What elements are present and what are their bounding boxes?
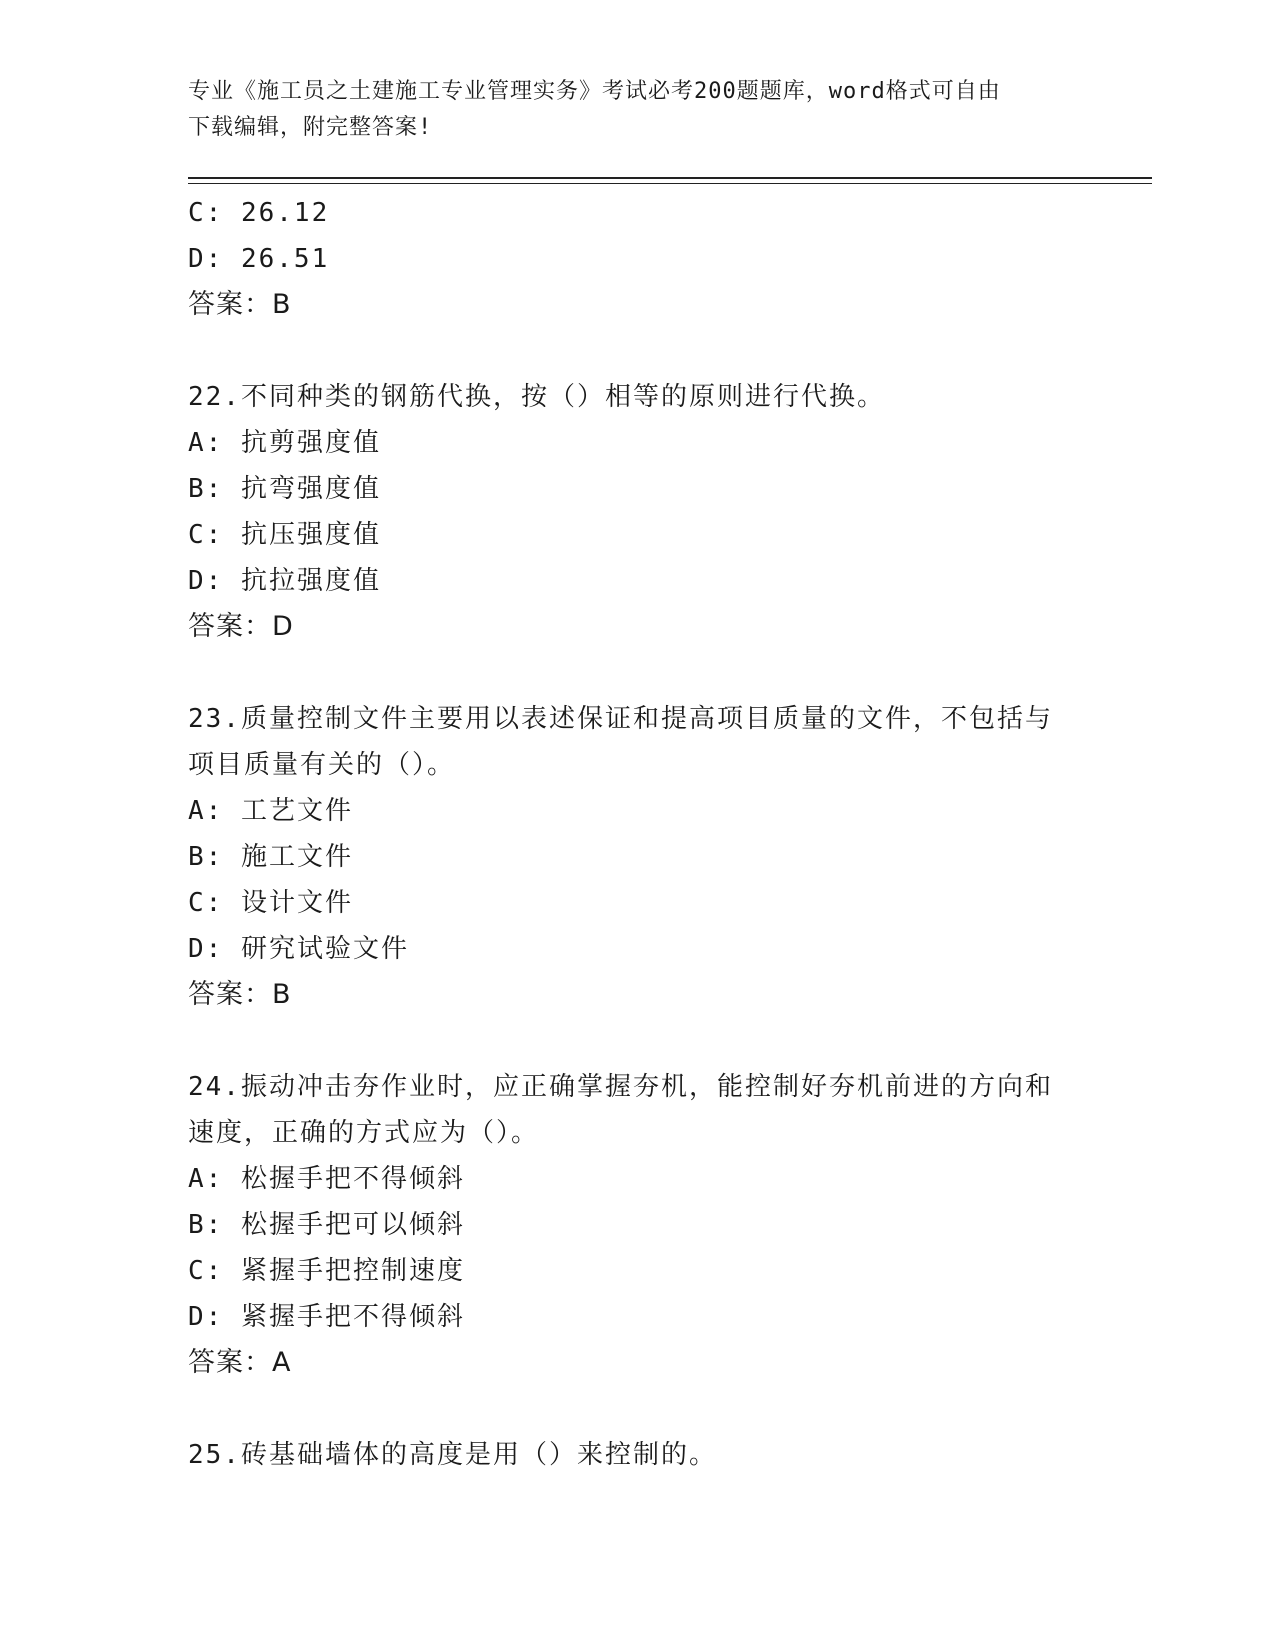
header-divider-thick [188,177,1152,179]
answer-line: 答案：B [188,289,292,320]
option-d: D: 抗拉强度值 [188,566,381,596]
option-b: B: 松握手把可以倾斜 [188,1210,465,1240]
answer-line: 答案：B [188,979,292,1010]
spacer [188,1386,1088,1432]
spacer [188,328,1088,374]
question-stem-line-1: 23.质量控制文件主要用以表述保证和提高项目质量的文件，不包括与 [188,704,1053,734]
question-24 [188,1064,1088,1386]
option-b: B: 施工文件 [188,842,353,872]
question-stem-line-1: 24.振动冲击夯作业时，应正确掌握夯机，能控制好夯机前进的方向和 [188,1072,1053,1102]
question-stem: 22.不同种类的钢筋代换，按（）相等的原则进行代换。 [188,382,885,412]
option-c: C: 26.12 [188,198,330,228]
question-25 [188,1432,1088,1478]
header-title-line-2: 下载编辑，附完整答案! [188,115,433,140]
option-a: A: 抗剪强度值 [188,428,381,458]
question-21-tail [188,190,1088,328]
header-title-line-1: 专业《施工员之土建施工专业管理实务》考试必考200题题库，word格式可自由 [188,79,1001,104]
option-d: D: 紧握手把不得倾斜 [188,1302,465,1332]
answer-line: 答案：D [188,611,294,642]
option-a: A: 工艺文件 [188,796,353,826]
option-c: C: 抗压强度值 [188,520,381,550]
option-b: B: 抗弯强度值 [188,474,381,504]
question-stem-line-2: 项目质量有关的（）。 [188,750,456,780]
question-list [188,190,1088,1478]
option-d: D: 研究试验文件 [188,934,409,964]
option-c: C: 设计文件 [188,888,353,918]
document-header [188,74,1088,146]
option-d: D: 26.51 [188,244,330,274]
spacer [188,650,1088,696]
question-stem: 25.砖基础墙体的高度是用（）来控制的。 [188,1440,717,1470]
question-22 [188,374,1088,650]
answer-line: 答案：A [188,1347,292,1378]
header-divider-thin [188,183,1152,184]
spacer [188,1018,1088,1064]
question-stem-line-2: 速度，正确的方式应为（）。 [188,1118,540,1148]
option-a: A: 松握手把不得倾斜 [188,1164,465,1194]
option-c: C: 紧握手把控制速度 [188,1256,465,1286]
question-23 [188,696,1088,1018]
